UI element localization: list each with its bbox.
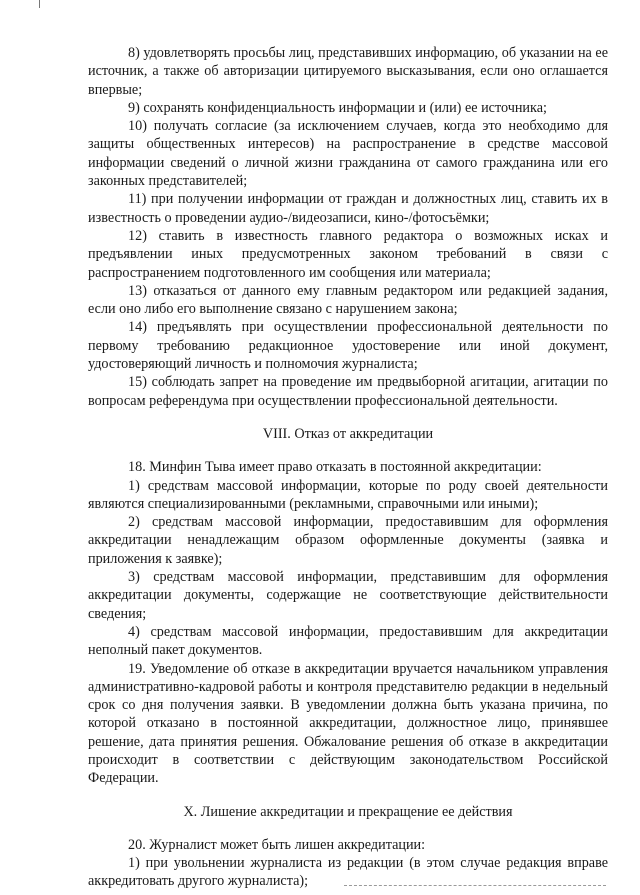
list-item-10: 10) получать согласие (за исключением случаев, когда это необходимо для защиты общественных интересов) на распространение в средстве массовой информации сведений о личной жизни гражданина от самого гражданина или его законных представителей; xyxy=(88,118,608,190)
clause-18-item-1: 1) средствам массовой информации, которые по роду своей деятельности являются специализированными (рекламными, справочными или иными); xyxy=(88,477,608,512)
clause-18-item-3: 3) средствам массовой информации, представившим для оформления аккредитации документы, содержащие не соответствующие действительности сведения; xyxy=(88,569,608,622)
scan-mark xyxy=(39,0,40,8)
list-item-13: 13) отказаться от данного ему главным редактором или редакцией задания, если оно либо его выполнение связано с нарушением закона; xyxy=(88,282,608,318)
clause-18-item-4: 4) средствам массовой информации, предоставившим для аккредитации неполный пакет документов. xyxy=(88,623,608,659)
list-item-11: 11) при получении информации от граждан и должностных лиц, ставить их в известность о проведении аудио-/видеозаписи, кино-/фотосъёмки; xyxy=(88,191,608,226)
list-item-15: 15) соблюдать запрет на проведение им предвыборной агитации, агитации по вопросам референдума при осуществлении профессиональной деятельности. xyxy=(88,374,608,409)
section-viii-body xyxy=(88,458,608,787)
clause-18: 18. Минфин Тыва имеет право отказать в постоянной аккредитации: xyxy=(128,459,542,476)
list-item-14: 14) предъявлять при осуществлении профессиональной деятельности по первому требованию редакционное удостоверение или иной документ, удостоверяющий личность и полномочия журналиста; xyxy=(88,319,608,373)
clause-19: 19. Уведомление об отказе в аккредитации вручается начальником управления административно-кадровой работы и контроля представителю редакции в недельный срок со дня получения заявки. В уведомлении должна быть указана причина, по которой отказано в постоянной аккредитации, должностное лицо, принявшее решение, дата принятия решения. Обжалование решения об отказе в аккредитации происходит в соответствии с действующим законодательством Российской Федерации. xyxy=(88,660,608,787)
list-item-8: 8) удовлетворять просьбы лиц, представивших информацию, об указании на ее источник, а также об авторизации цитируемого высказывания, если оно оглашается впервые; xyxy=(88,45,608,98)
clause-18-item-2: 2) средствам массовой информации, предоставившим для оформления аккредитации ненадлежащим образом оформленные документы (заявка и приложения к заявке); xyxy=(88,514,608,567)
section-heading-x: X. Лишение аккредитации и прекращение ее действия xyxy=(183,803,513,820)
section-x-body xyxy=(88,836,608,891)
bottom-divider xyxy=(344,885,606,886)
list-item-12: 12) ставить в известность главного редактора о возможных исках и предъявлении иных предусмотренных законом требований в связи с распространением подготовленного им сообщения или материала; xyxy=(88,227,608,281)
document-page xyxy=(88,44,608,891)
clause-20: 20. Журналист может быть лишен аккредитации: xyxy=(128,836,426,853)
list-item-9: 9) сохранять конфиденциальность информации и (или) ее источника; xyxy=(128,99,547,116)
clause-20-item-1: 1) при увольнении журналиста из редакции (в этом случае редакция вправе аккредитовать другого журналиста); xyxy=(88,855,608,890)
section-heading-viii: VIII. Отказ от аккредитации xyxy=(262,425,434,442)
